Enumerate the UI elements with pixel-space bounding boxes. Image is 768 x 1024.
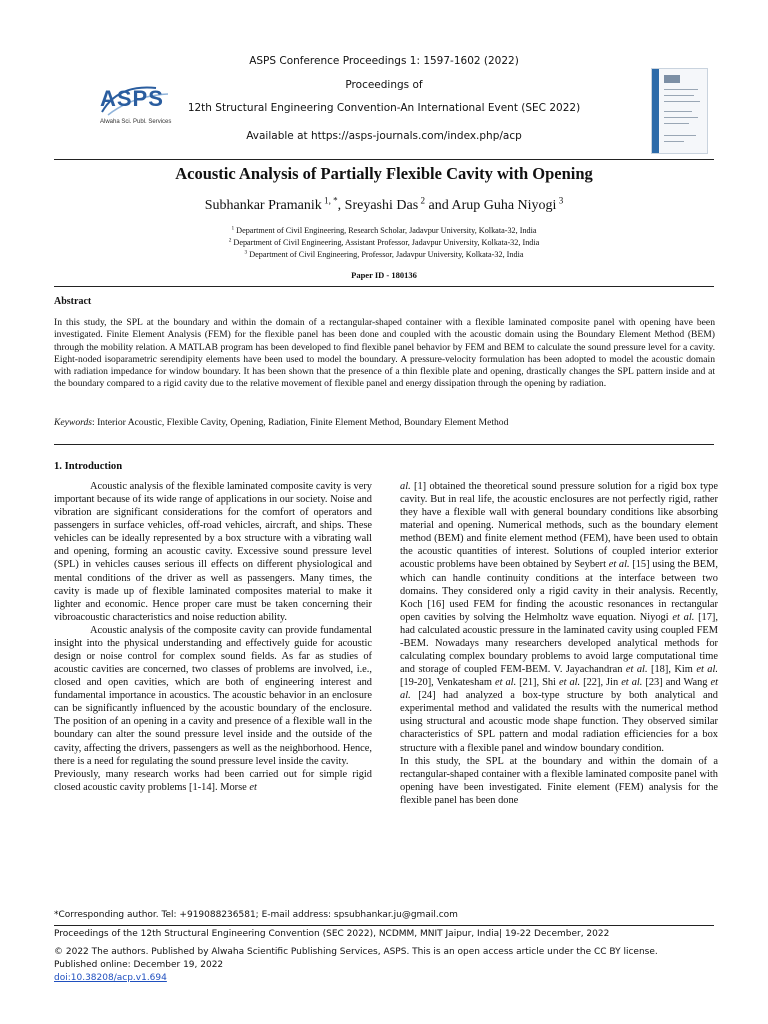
header-divider	[54, 159, 714, 160]
paragraph-text: [18], Kim	[647, 664, 697, 676]
journal-cover-thumbnail	[651, 68, 708, 154]
page-header	[0, 0, 768, 160]
author-list	[0, 195, 768, 214]
title-divider	[54, 286, 714, 287]
abstract-text: In this study, the SPL at the boundary and within the domain of a rectangular-shaped container with a flexible laminated composite panel with opening have been investigated. Finite Element Analysis (FEM) for the flexible panel has been done and coupled with the acoustic domain using the Boundary Element Method (BEM) through the mobility relation. A MATLAB program has been developed to find flexible panel behavior by FEM and BEM to calculate the sound pressure level for a cavity. Eight-noded isoparametric serendipity elements have been used to model the boundary. A pressure-velocity formulation has been adopted to model the acoustic domain with radiation impedance for window boundary. It has been shown that the presence of a thin flexible plate and opening, drastically changes the SPL pattern inside and at the boundary compared to a rigid cavity due to the relative movement of flexible panel and energy dissipation through the opening by radiation.	[54, 317, 715, 390]
logo-subtitle: Alwaha Sci. Publ. Services	[100, 119, 172, 125]
body-column-right	[400, 480, 718, 807]
corresponding-author-footnote: *Corresponding author. Tel: +919088236581; E-mail address: spsubhankar.ju@gmail.com	[54, 910, 458, 920]
author-separator: ,	[337, 198, 345, 213]
proceedings-of-label: Proceedings of	[345, 79, 423, 91]
paragraph-text: [22], Jin	[580, 677, 622, 689]
author-affiliation-marker: 2	[418, 195, 425, 206]
paragraph-text: [24] had analyzed a box-type structure by both analytical and experimental method and validated the results with the numerical method using structural and acoustic mode shape function. They observed similar characteristics of SPL pattern and modal radiation efficiencies for a box structure with a flexible panel and window boundary condition.	[400, 690, 718, 754]
paragraph	[54, 768, 372, 794]
paragraph: Acoustic analysis of the flexible laminated composite cavity is very important because of its wide range of applications in our society. Noise and vibration are significant considerations for the comfort of operators and passengers in surface vehicles, off-road vehicles, aircraft, and ships. These vehicles can be ideally represented by a box structure with a vibrating wall and opening, forming an acoustic cavity. Excessive sound pressure level (SPL) in vehicles causes serious ill effects on different physiological and mental conditions of the driver as well as passengers. Many times, the cavity is made up of flexible laminated composites material to make it lighter and economic. Hence proper care must be taken concerning their vibroacoustic characteristics and noise reduction ability.	[54, 481, 372, 623]
cover-line	[664, 123, 689, 124]
cover-spine	[652, 69, 659, 153]
citation-etal: et al.	[494, 677, 517, 689]
cover-line	[664, 101, 700, 102]
paragraph: In this study, the SPL at the boundary and within the domain of a rectangular-shaped container with a flexible laminated composite panel with opening have been investigated. Finite element (FEM) analysis for the flexible panel has been done	[400, 755, 718, 806]
logo-text: ASPS	[100, 86, 164, 111]
affiliation-text: Department of Civil Engineering, Professor, Jadavpur University, Kolkata-32, India	[247, 250, 524, 259]
affiliation-text: Department of Civil Engineering, Research Scholar, Jadavpur University, Kolkata-32, India	[234, 226, 537, 235]
affiliation-marker: 2	[228, 237, 232, 244]
keywords-list: : Interior Acoustic, Flexible Cavity, Opening, Radiation, Finite Element Method, Boundary Element Method	[92, 417, 509, 428]
author-name: Sreyashi Das	[344, 198, 419, 213]
paper-title: Acoustic Analysis of Partially Flexible Cavity with Opening	[175, 164, 593, 183]
citation-etal: et al.	[608, 559, 630, 571]
citation-etal: et al.	[400, 677, 718, 702]
keywords-label: Keywords	[54, 417, 93, 428]
proceedings-reference: ASPS Conference Proceedings 1: 1597-1602 (2022)	[249, 55, 519, 67]
cover-line	[664, 117, 698, 118]
paper-id: Paper ID - 180136	[351, 270, 417, 280]
affiliation-text: Department of Civil Engineering, Assistant Professor, Jadavpur University, Kolkata-32, India	[231, 238, 540, 247]
affiliation-marker: 3	[244, 249, 248, 256]
author-name: Arup Guha Niyogi	[451, 198, 557, 213]
paragraph-text: [21], Shi	[516, 677, 559, 689]
doi-link[interactable]: doi:10.38208/acp.v1.694	[54, 973, 167, 983]
citation-etal: et al.	[621, 677, 643, 689]
copyright-notice: © 2022 The authors. Published by Alwaha Scientific Publishing Services, ASPS. This is an open access article under the CC BY license.	[54, 947, 658, 957]
event-name: 12th Structural Engineering Convention-An International Event (SEC 2022)	[187, 102, 581, 114]
paragraph	[400, 480, 718, 755]
paragraph-text: [19-20], Venkatesham	[400, 677, 495, 689]
paragraph-text: [23] and Wang	[642, 677, 711, 689]
cover-line	[664, 95, 694, 96]
author-affiliation-marker: 1, *	[321, 195, 338, 206]
paragraph: Acoustic analysis of the composite cavity can provide fundamental insight into the physical understanding and effectively guide for acoustic design or noise control for complex sound fields. As far as studies of acoustic cavities are concerned, two classes of problems are involved, i.e., closed and open cavities, which are both of engineering interest and fundamental importance in acoustics. The acoustic behavior in an enclosure can be significantly influenced by the acoustic boundary of the enclosure. The position of an opening in a cavity and presence of a flexible wall in the boundary can alter the sound pressure level inside and the outside of the cavity, affecting the drivers, passengers as well as the neighborhood. Hence, there is a need for regulating the sound pressure level inside the cavity.	[54, 624, 372, 767]
available-at-link[interactable]: Available at https://asps-journals.com/index.php/acp	[246, 130, 522, 142]
keywords	[54, 417, 715, 429]
affiliation	[0, 249, 768, 260]
affiliation	[0, 237, 768, 248]
published-date: Published online: December 19, 2022	[54, 960, 224, 970]
citation-etal: et al.	[558, 677, 581, 689]
citation-etal: et al.	[672, 611, 695, 623]
footer-divider	[54, 925, 714, 926]
paragraph-text: [1] obtained the theoretical sound pressure solution for a rigid box type cavity. But in real life, the acoustic enclosures are not perfectly rigid, rather they have a flexible wall with general boundary conditions like absorbing material and opening. Numerical methods, such as the boundary element method (BEM) and finite element method (FEM), have been used to obtain the acoustic quantities of interest. Solutions of coupled interior exterior acoustic problems have been obtained by Seybert	[400, 481, 718, 571]
abstract-heading: Abstract	[54, 296, 92, 307]
author-separator: and	[425, 198, 452, 213]
cover-block	[664, 75, 680, 83]
citation-etal: et al.	[696, 664, 718, 676]
citation-etal: al.	[400, 481, 411, 492]
asps-logo	[98, 82, 170, 134]
cover-line	[664, 89, 698, 90]
abstract-divider	[54, 444, 714, 445]
author-name: Subhankar Pramanik	[204, 198, 322, 213]
author-affiliation-marker: 3	[556, 195, 564, 206]
cover-line	[664, 111, 692, 112]
paragraph-text: [15] using the BEM, which can handle continuity conditions at the interface between two domains. They considered only a rigid cavity in their analysis. Recently, Koch [16] used FEM for finding the acoustic resonances in rectangular open cavities by solving the Helmholtz wave equation. Niyogi	[400, 559, 718, 623]
doi-link-row	[54, 973, 734, 984]
affiliation	[0, 225, 768, 236]
citation-etal: et al.	[625, 664, 648, 676]
section-heading-introduction: 1. Introduction	[54, 461, 123, 472]
paragraph-text: [17], had calculated acoustic pressure in the laminated cavity using coupled FEM -BEM. Nowadays many researchers developed analytical methods for calculating complex boundary problems to avoid large computational time and storage of coupled FEM-BEM. V. Jayachandran	[400, 611, 718, 676]
proceedings-info: Proceedings of the 12th Structural Engineering Convention (SEC 2022), NCDMM, MNIT Jaipur, India| 19-22 December, 2022	[54, 929, 610, 939]
paragraph-text: Previously, many research works had been carried out for simple rigid closed acoustic cavity problems [1-14]. Morse	[54, 768, 372, 793]
affiliation-marker: 1	[231, 225, 235, 232]
cover-line	[664, 135, 696, 136]
cover-line	[664, 141, 684, 142]
body-column-left	[54, 480, 372, 794]
citation-etal: et	[249, 781, 257, 793]
